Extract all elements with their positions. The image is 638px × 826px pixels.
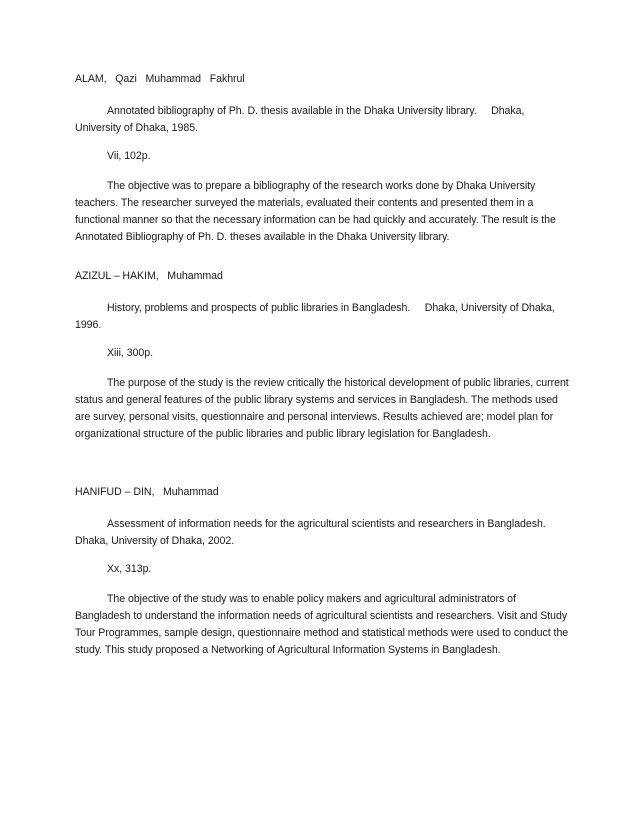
entry-abstract: The purpose of the study is the review critically the historical development of public libraries, current status and general features of the public library systems and services in Bangladesh. The methods used are survey, personal visits, questionnaire and personal interviews. Results achieved are; model plan for organizational structure of the public libraries and public library legislation for Bangladesh. (75, 377, 569, 440)
entry-citation: Assessment of information needs for the agricultural scientists and researchers in Bangladesh. Dhaka, University of Dhaka, 2002. (75, 518, 555, 547)
entry-citation: History, problems and prospects of public libraries in Bangladesh. Dhaka, University of Dhaka, 1996. (75, 302, 558, 331)
entry-pages: Xiii, 300p. (107, 347, 153, 359)
bibliography-entry-azizul-hakim (75, 268, 573, 443)
bibliography-entry-alam (75, 71, 573, 246)
entry-author: AZIZUL – HAKIM, Muhammad (75, 270, 223, 282)
bibliography-entry-hanifud-din (75, 484, 573, 659)
entry-citation: Annotated bibliography of Ph. D. thesis available in the Dhaka University library. Dhaka, University of Dhaka, 1985. (75, 105, 528, 134)
entry-abstract: The objective of the study was to enable policy makers and agricultural administrators of Bangladesh to understand the information needs of agricultural scientists and researchers. Visit and Study Tour Programmes, sample design, questionnaire method and statistical methods were used to conduct the study. This study proposed a Networking of Agricultural Information Systems in Bangladesh. (75, 593, 569, 656)
entry-author: HANIFUD – DIN, Muhammad (75, 486, 219, 498)
entry-pages: Vii, 102p. (107, 150, 151, 162)
entry-author: ALAM, Qazi Muhammad Fakhrul (75, 73, 245, 85)
entry-pages: Xx, 313p. (107, 563, 152, 575)
entry-abstract: The objective was to prepare a bibliography of the research works done by Dhaka University teachers. The researcher surveyed the materials, evaluated their contents and presented them in a functional manner so that the necessary information can be had quickly and accurately. The result is the Annotated Bibliography of Ph. D. theses available in the Dhaka University library. (75, 180, 556, 243)
